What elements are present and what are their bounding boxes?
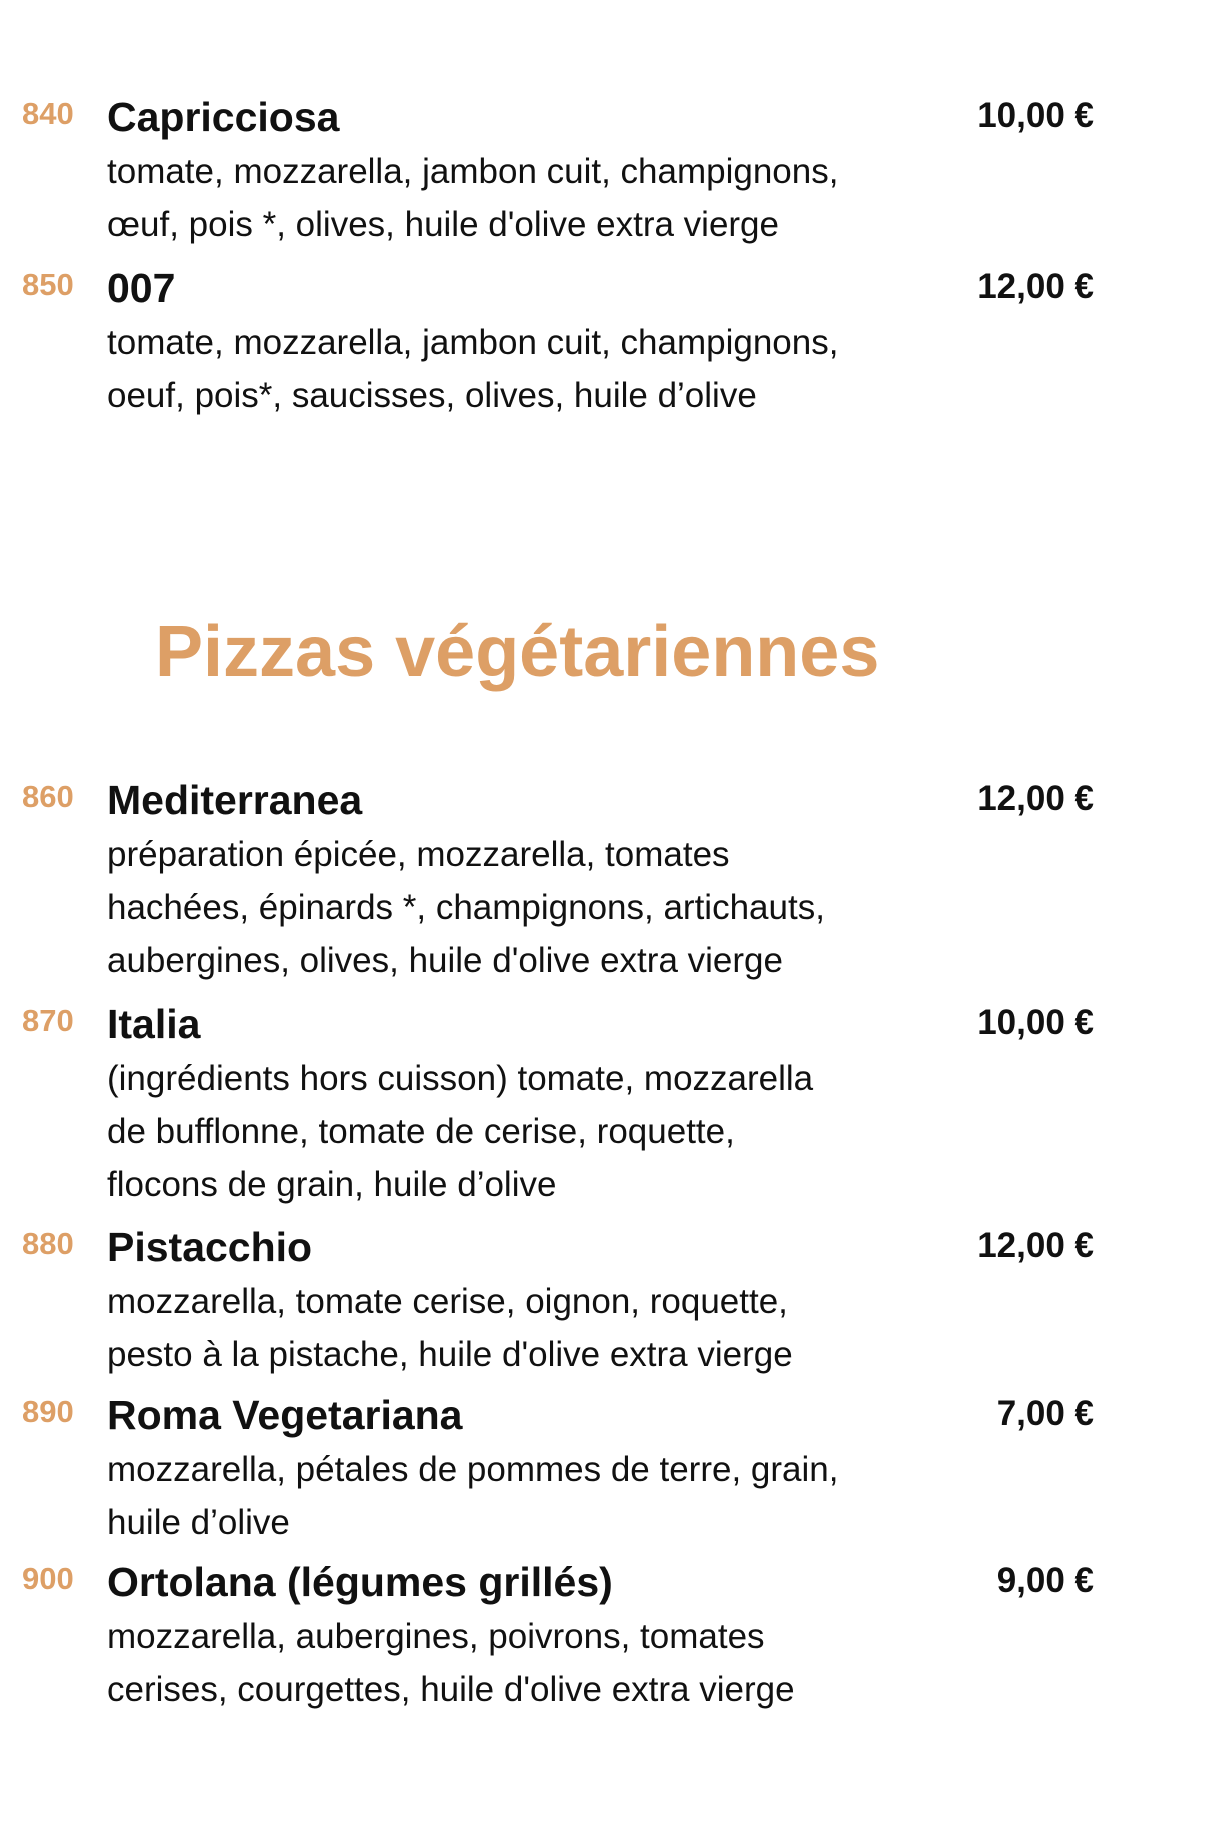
item-name: Mediterranea [107, 777, 363, 823]
item-number: 900 [22, 1561, 74, 1596]
item-name: Capricciosa [107, 94, 340, 140]
description-line: mozzarella, pétales de pommes de terre, grain, [107, 1450, 839, 1489]
item-description [107, 828, 947, 987]
item-number: 860 [22, 779, 74, 814]
item-number: 870 [22, 1003, 74, 1038]
item-price: 9,00 € [996, 1561, 1094, 1600]
item-name: Roma Vegetariana [107, 1392, 463, 1438]
item-number: 840 [22, 96, 74, 131]
description-line: préparation épicée, mozzarella, tomates [107, 835, 730, 874]
item-price: 7,00 € [996, 1394, 1094, 1433]
description-line: oeuf, pois*, saucisses, olives, huile d’olive [107, 376, 757, 415]
item-description [107, 1443, 947, 1549]
item-description [107, 316, 947, 422]
description-line: tomate, mozzarella, jambon cuit, champignons, [107, 152, 839, 191]
item-price: 12,00 € [977, 267, 1094, 306]
item-price: 12,00 € [977, 1226, 1094, 1265]
description-line: pesto à la pistache, huile d'olive extra vierge [107, 1335, 793, 1374]
description-line: hachées, épinards *, champignons, artichauts, [107, 888, 825, 927]
description-line: mozzarella, aubergines, poivrons, tomates [107, 1617, 765, 1656]
description-line: cerises, courgettes, huile d'olive extra vierge [107, 1670, 795, 1709]
item-name: Ortolana (légumes grillés) [107, 1559, 613, 1605]
item-number: 890 [22, 1394, 74, 1429]
description-line: de bufflonne, tomate de cerise, roquette, [107, 1112, 735, 1151]
item-number: 880 [22, 1226, 74, 1261]
item-description [107, 1275, 947, 1381]
item-name: Pistacchio [107, 1224, 313, 1270]
section-title: Pizzas végétariennes [155, 612, 880, 692]
item-price: 10,00 € [977, 1003, 1094, 1042]
description-line: mozzarella, tomate cerise, oignon, roquette, [107, 1282, 788, 1321]
description-line: tomate, mozzarella, jambon cuit, champignons, [107, 323, 839, 362]
item-description [107, 1052, 947, 1211]
item-name: Italia [107, 1001, 201, 1047]
description-line: œuf, pois *, olives, huile d'olive extra vierge [107, 205, 779, 244]
description-line: aubergines, olives, huile d'olive extra vierge [107, 941, 783, 980]
description-line: flocons de grain, huile d’olive [107, 1165, 557, 1204]
item-number: 850 [22, 267, 74, 302]
item-price: 10,00 € [977, 96, 1094, 135]
description-line: (ingrédients hors cuisson) tomate, mozzarella [107, 1059, 814, 1098]
description-line: huile d’olive [107, 1503, 290, 1542]
item-price: 12,00 € [977, 779, 1094, 818]
item-name: 007 [107, 265, 176, 311]
item-description [107, 145, 947, 251]
item-description [107, 1610, 947, 1716]
